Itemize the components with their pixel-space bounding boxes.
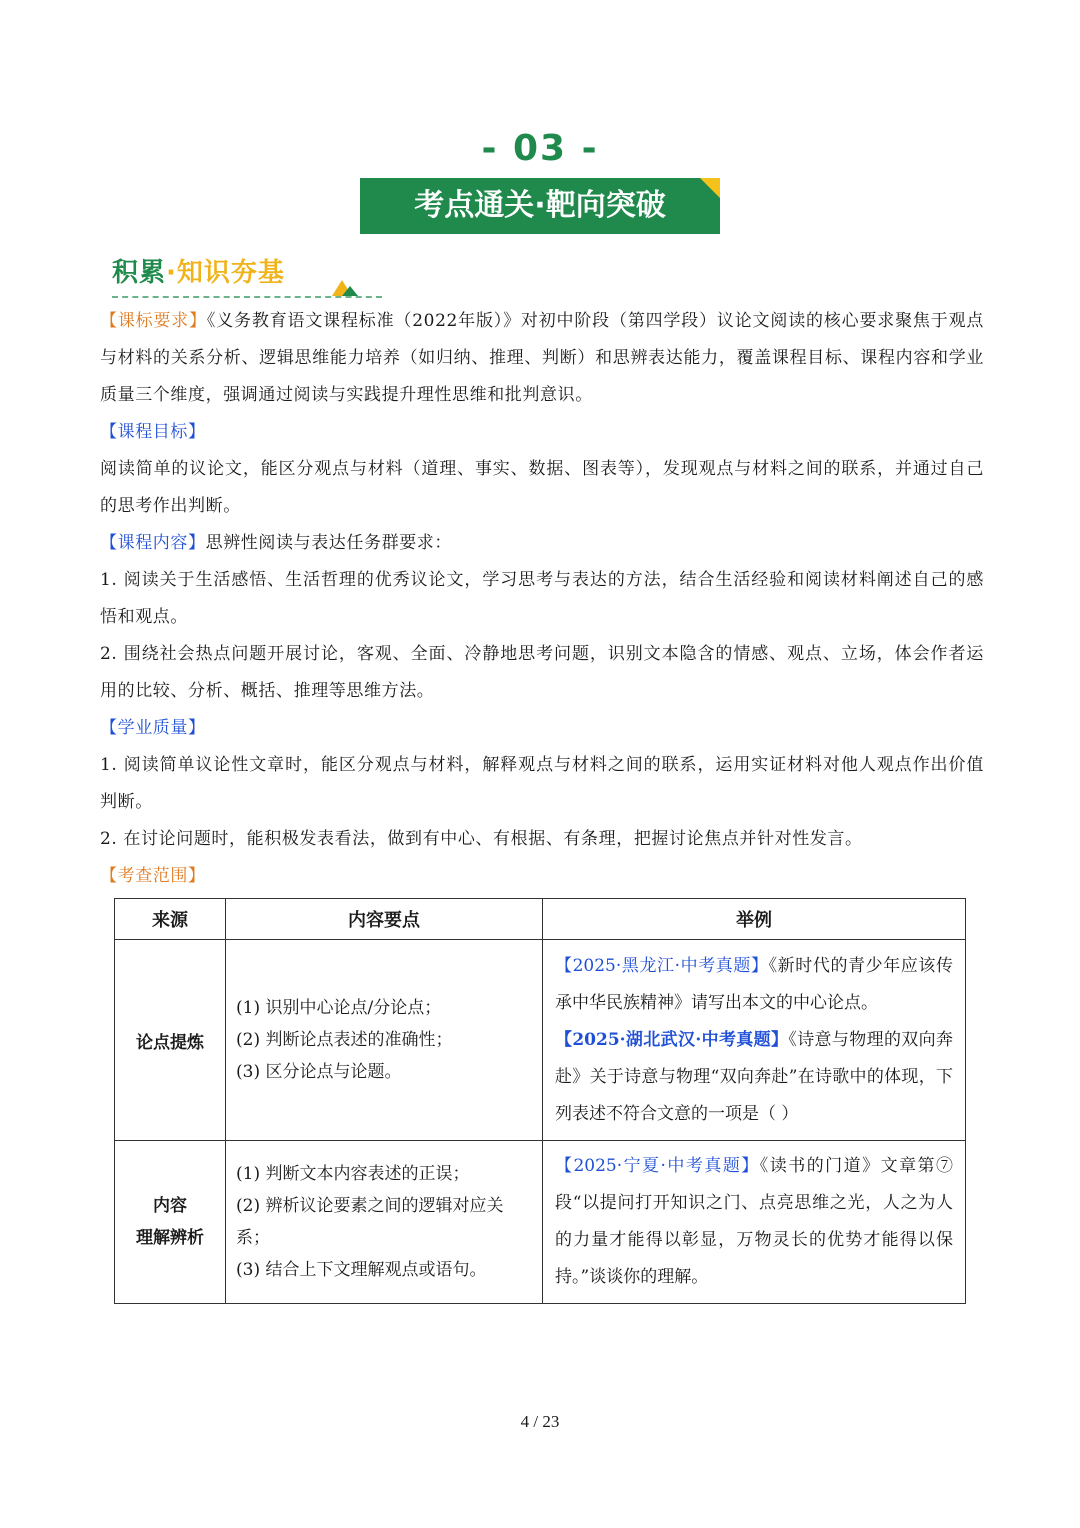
row2-source-line1: 内容 [153, 1196, 187, 1216]
row1-example-2 [555, 1022, 953, 1133]
table-header-row [115, 899, 966, 940]
header-source: 来源 [115, 899, 226, 940]
header-points: 内容要点 [226, 899, 543, 940]
banner-corner-decoration [700, 178, 720, 198]
text-standard: 《义务教育语文课程标准（2022年版）》对初中阶段（第四学段）议论文阅读的核心要求聚焦于观点与材料的关系分析、逻辑思维能力培养（如归纳、推理、判断）和思辨表达能力，覆盖课程目标、课程内容和学业质量三个维度，强调通过阅读与实践提升理性思维和批判意识。 [100, 311, 984, 405]
tag-quality: 【学业质量】 [100, 718, 206, 738]
table-row [115, 1141, 966, 1304]
banner-title: 考点通关·靶向突破 [414, 188, 666, 223]
tag-goals: 【课程目标】 [100, 422, 206, 442]
paragraph-content [100, 525, 984, 562]
paragraph-standard [100, 303, 984, 414]
row1-example-2-tag: 【2025·湖北武汉·中考真题】 [555, 1029, 789, 1050]
tag-scope: 【考查范围】 [100, 866, 206, 886]
row2-source [115, 1141, 226, 1304]
row2-point-3: (3) 结合上下文理解观点或语句。 [236, 1260, 487, 1280]
row1-point-1: (1) 识别中心论点/分论点； [236, 998, 442, 1018]
row2-example-1-text: 《读书的门道》文章第⑦段“以提问打开知识之门、点亮思维之光，人之为人的力量才能得以彰显，万物灵长的优势才能得以保持。”谈谈你的理解。 [555, 1156, 954, 1287]
mountain-icon [330, 276, 360, 298]
row1-point-3: (3) 区分论点与论题。 [236, 1062, 402, 1082]
text-goals: 阅读简单的议论文，能区分观点与材料（道理、事实、数据、图表等），发现观点与材料之间的联系，并通过自己的思考作出判断。 [100, 459, 984, 516]
row1-point-2: (2) 判断论点表述的准确性； [236, 1030, 453, 1050]
row1-example-1 [555, 948, 953, 1022]
subheading-part1: 积累 [112, 258, 167, 288]
row1-example-1-text: 《新时代的青少年应该传承中华民族精神》请写出本文的中心论点。 [555, 955, 953, 1013]
row2-examples [543, 1141, 966, 1304]
header-examples: 举例 [543, 899, 966, 940]
subheading-separator: · [166, 258, 177, 288]
subheading [112, 252, 285, 292]
page-number: 4 / 23 [520, 1412, 560, 1431]
row2-example-1-tag: 【2025·宁夏·中考真题】 [555, 1156, 760, 1176]
table-row [115, 940, 966, 1141]
row1-example-1-tag: 【2025·黑龙江·中考真题】 [555, 955, 769, 976]
quality-item-1: 1. 阅读简单议论性文章时，能区分观点与材料，解释观点与材料之间的联系，运用实证材料对他人观点作出价值判断。 [100, 755, 984, 812]
row2-example-1 [555, 1148, 953, 1296]
row1-source: 论点提炼 [115, 940, 226, 1141]
tag-content: 【课程内容】 [100, 533, 206, 553]
body-content [100, 303, 984, 895]
tag-standard: 【课标要求】 [100, 311, 207, 331]
section-banner [360, 178, 720, 234]
row1-points [226, 940, 543, 1141]
row1-example-2-text: 《诗意与物理的双向奔赴》关于诗意与物理“双向奔赴”在诗歌中的体现，下列表述不符合文意的一项是（ ） [555, 1029, 954, 1124]
exam-scope-table [114, 898, 966, 1304]
row2-point-2: (2) 辨析议论要素之间的逻辑对应关系； [236, 1196, 504, 1248]
content-item-2: 2. 围绕社会热点问题开展讨论，客观、全面、冷静地思考问题，识别文本隐含的情感、观点、立场，体会作者运用的比较、分析、概括、推理等思维方法。 [100, 644, 984, 701]
subheading-underline [112, 296, 382, 298]
row2-source-line2: 理解辨析 [136, 1228, 204, 1248]
content-item-1: 1. 阅读关于生活感悟、生活哲理的优秀议论文，学习思考与表达的方法，结合生活经验和阅读材料阐述自己的感悟和观点。 [100, 570, 984, 627]
row2-points [226, 1141, 543, 1304]
row2-point-1: (1) 判断文本内容表述的正误； [236, 1164, 470, 1184]
text-content: 思辨性阅读与表达任务群要求： [205, 533, 453, 553]
subheading-part2: 知识夯基 [176, 258, 285, 288]
section-number: - 03 - [481, 128, 599, 169]
row1-examples [543, 940, 966, 1141]
quality-item-2: 2. 在讨论问题时，能积极发表看法，做到有中心、有根据、有条理，把握讨论焦点并针对性发言。 [100, 829, 863, 849]
